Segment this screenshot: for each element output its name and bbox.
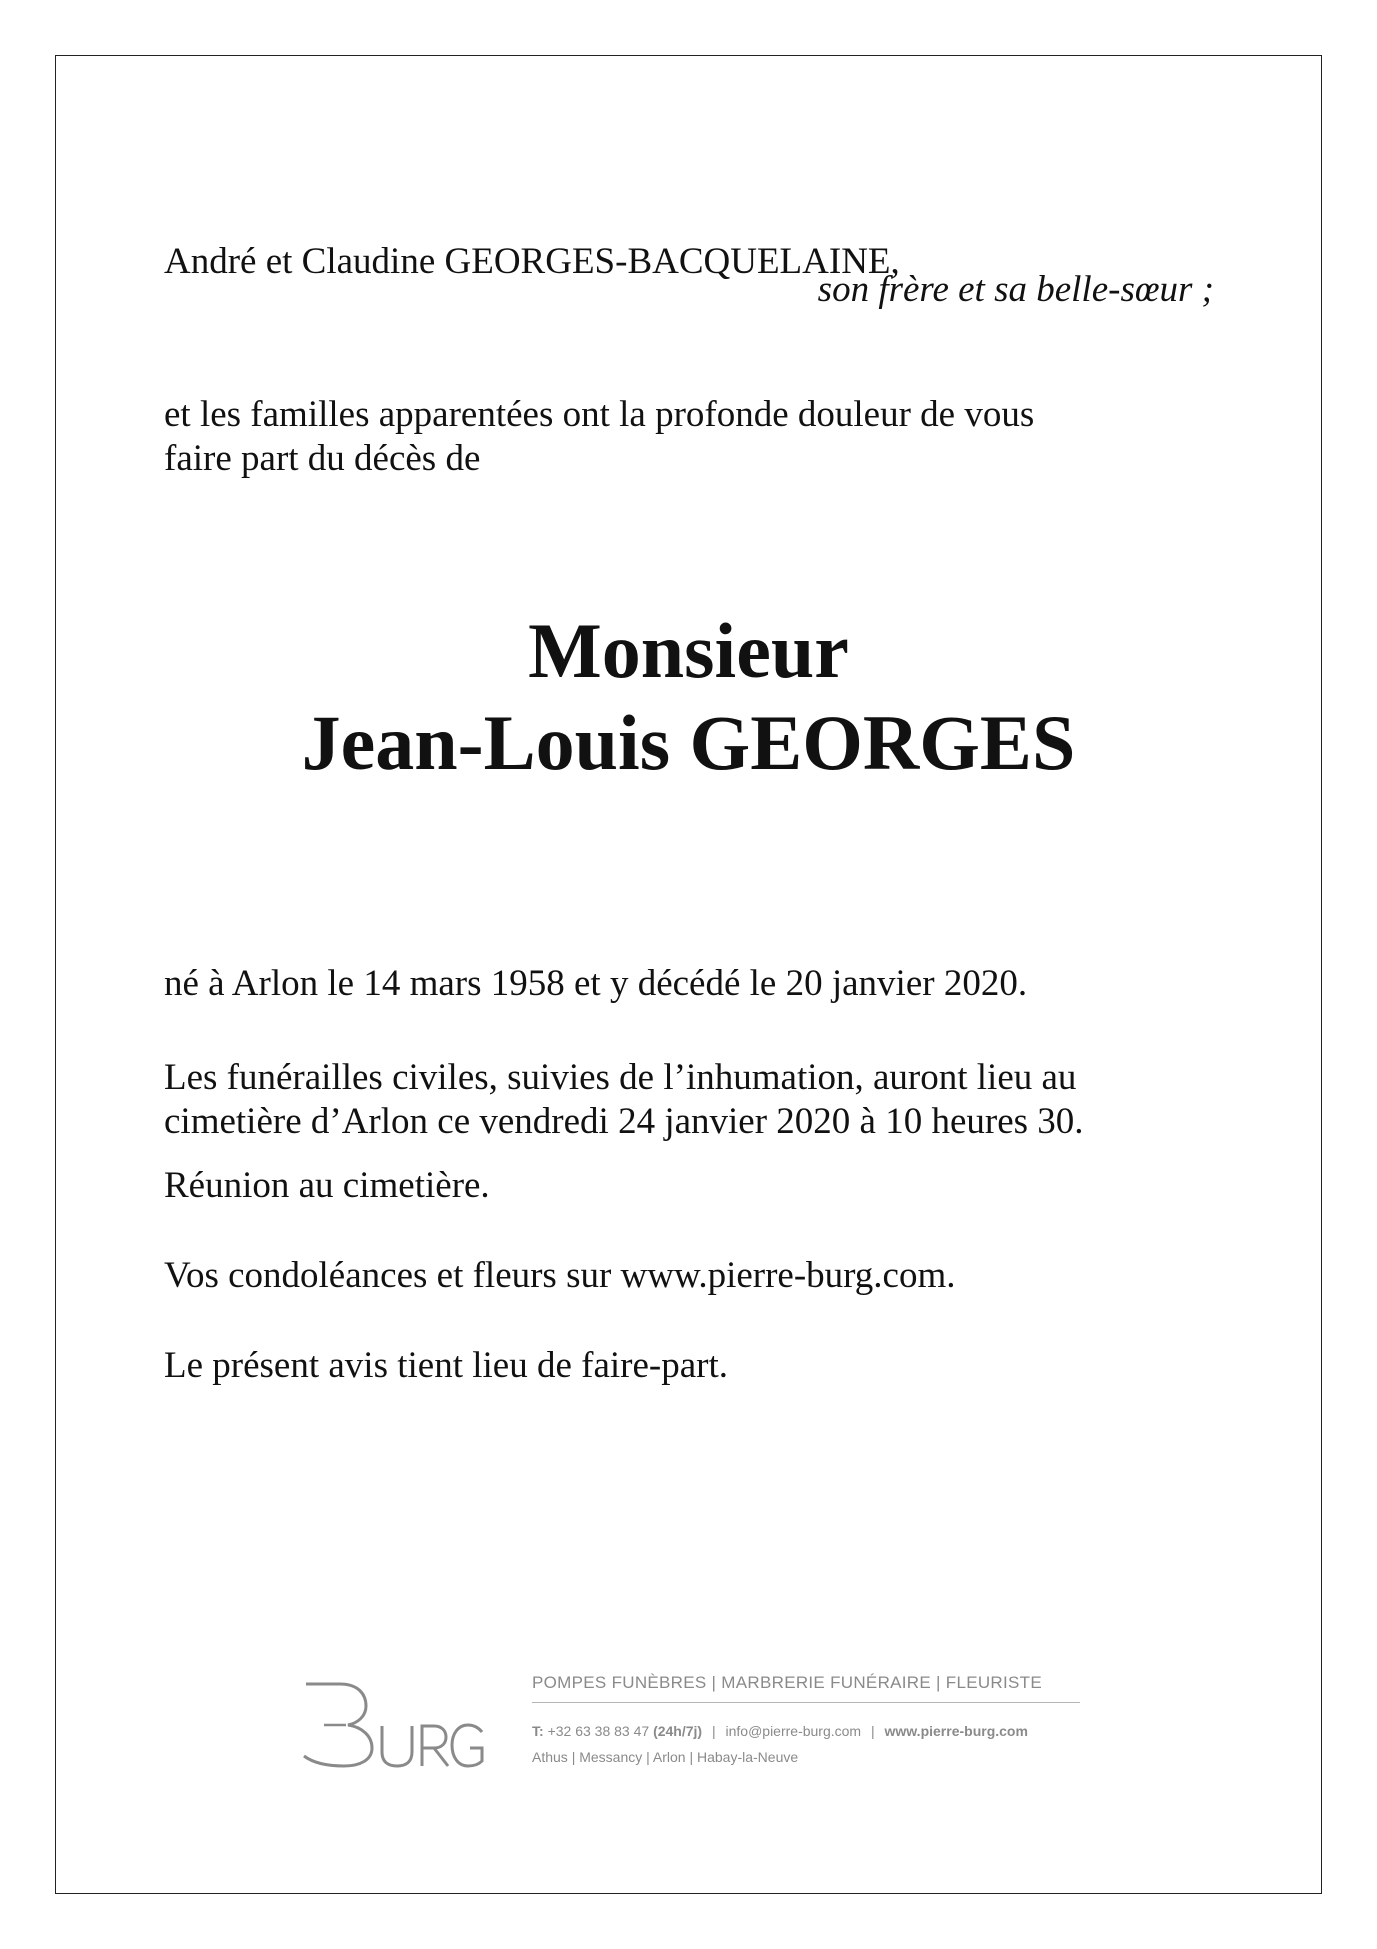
footer <box>300 1670 1080 1790</box>
announcement-line-1: et les familles apparentées ont la profonde douleur de vous <box>164 394 1035 435</box>
cities-line: Athus | Messancy | Arlon | Habay-la-Neuve <box>532 1749 799 1765</box>
birth-death-text: né à Arlon le 14 mars 1958 et y décédé le 20 janvier 2020. <box>164 963 1028 1004</box>
deceased-name: Jean-Louis GEORGES <box>301 699 1076 786</box>
condolences <box>164 1254 1214 1298</box>
separator: | <box>711 1723 716 1739</box>
meeting <box>164 1164 1214 1208</box>
phone-hours: (24h/7j) <box>653 1723 703 1739</box>
burg-logo <box>300 1678 485 1768</box>
funeral-line-1: Les funérailles civiles, suivies de l’inhumation, auront lieu au <box>164 1057 1077 1098</box>
website-link[interactable]: www.pierre-burg.com <box>884 1723 1028 1739</box>
phone-label: T: <box>532 1723 544 1739</box>
funeral-line-2: cimetière d’Arlon ce vendredi 24 janvier 2020 à 10 heures 30. <box>164 1101 1084 1142</box>
deceased-title: Monsieur <box>528 607 849 694</box>
family-relation: son frère et sa belle-sœur ; <box>817 269 1214 310</box>
deceased-name-block <box>55 605 1322 789</box>
condolences-text: Vos condoléances et fleurs sur www.pierre-burg.com. <box>164 1255 956 1296</box>
announcement <box>164 393 1214 481</box>
contact-line <box>532 1721 1080 1741</box>
family-names-text: André et Claudine GEORGES-BACQUELAINE, <box>164 241 900 282</box>
notice-text: Le présent avis tient lieu de faire-part. <box>164 1345 728 1386</box>
email-link[interactable]: info@pierre-burg.com <box>725 1723 862 1739</box>
phone-number: +32 63 38 83 47 <box>547 1723 650 1739</box>
separator: | <box>871 1723 875 1739</box>
footer-info <box>532 1670 1080 1767</box>
notice <box>164 1344 1214 1388</box>
announcement-line-2: faire part du décès de <box>164 438 481 479</box>
funeral-info <box>164 1056 1214 1144</box>
birth-death <box>164 962 1214 1006</box>
meeting-text: Réunion au cimetière. <box>164 1165 490 1206</box>
services-line: POMPES FUNÈBRES | MARBRERIE FUNÉRAIRE | FLEURISTE <box>532 1670 1080 1703</box>
